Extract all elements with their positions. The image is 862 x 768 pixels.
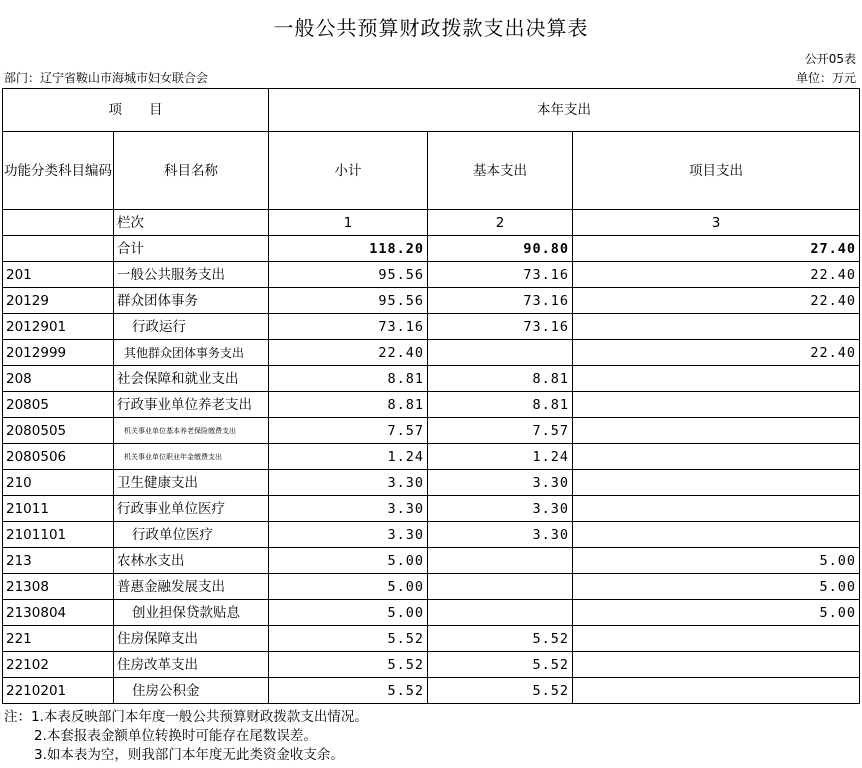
row-project xyxy=(573,678,860,704)
note-3: 3.如本表为空，则我部门本年度无此类资金收支余。 xyxy=(34,747,344,763)
table-row xyxy=(3,392,860,418)
row-name: 卫生健康支出 xyxy=(114,470,269,496)
row-subtotal: 8.81 xyxy=(269,392,428,418)
row-project xyxy=(573,366,860,392)
row-project: 5.00 xyxy=(573,574,860,600)
table-row xyxy=(3,418,860,444)
table-row xyxy=(3,600,860,626)
row-project: 5.00 xyxy=(573,548,860,574)
table-row xyxy=(3,574,860,600)
row-project xyxy=(573,652,860,678)
table-row xyxy=(3,444,860,470)
row-subtotal: 3.30 xyxy=(269,522,428,548)
row-basic: 5.52 xyxy=(428,652,573,678)
row-name: 行政运行 xyxy=(114,314,269,340)
row-subtotal: 73.16 xyxy=(269,314,428,340)
row-name: 农林水支出 xyxy=(114,548,269,574)
func-code-header: 功能分类科目编码 xyxy=(3,132,114,210)
year-expense-header: 本年支出 xyxy=(269,89,860,132)
row-project: 22.40 xyxy=(573,340,860,366)
row-subtotal: 95.56 xyxy=(269,288,428,314)
row-name: 普惠金融发展支出 xyxy=(114,574,269,600)
column-index-row xyxy=(3,210,860,236)
row-code: 213 xyxy=(3,548,114,574)
column-index-2: 2 xyxy=(428,210,573,236)
row-basic: 73.16 xyxy=(428,262,573,288)
row-name: 创业担保贷款贴息 xyxy=(114,600,269,626)
row-name: 一般公共服务支出 xyxy=(114,262,269,288)
table-row xyxy=(3,366,860,392)
row-project xyxy=(573,444,860,470)
row-code: 21308 xyxy=(3,574,114,600)
header-row-2 xyxy=(3,132,860,210)
column-index-label: 栏次 xyxy=(114,210,269,236)
row-basic xyxy=(428,340,573,366)
table-row xyxy=(3,496,860,522)
row-project xyxy=(573,470,860,496)
notes xyxy=(4,708,368,765)
row-name: 其他群众团体事务支出 xyxy=(114,340,269,366)
row-code: 2130804 xyxy=(3,600,114,626)
note-1: 注：1.本表反映部门本年度一般公共预算财政拨款支出情况。 xyxy=(4,709,368,725)
row-subtotal: 7.57 xyxy=(269,418,428,444)
row-project: 22.40 xyxy=(573,288,860,314)
row-project: 5.00 xyxy=(573,600,860,626)
row-project xyxy=(573,314,860,340)
row-subtotal: 5.52 xyxy=(269,678,428,704)
row-basic xyxy=(428,548,573,574)
total-row xyxy=(3,236,860,262)
row-code: 2080506 xyxy=(3,444,114,470)
column-index-1: 1 xyxy=(269,210,428,236)
row-subtotal: 5.52 xyxy=(269,626,428,652)
row-basic: 1.24 xyxy=(428,444,573,470)
row-name: 行政单位医疗 xyxy=(114,522,269,548)
row-basic: 3.30 xyxy=(428,470,573,496)
row-code: 20805 xyxy=(3,392,114,418)
row-subtotal: 5.52 xyxy=(269,652,428,678)
row-project xyxy=(573,496,860,522)
table-row xyxy=(3,314,860,340)
row-basic: 73.16 xyxy=(428,314,573,340)
empty-cell xyxy=(3,236,114,262)
row-subtotal: 95.56 xyxy=(269,262,428,288)
row-name: 机关事业单位职业年金缴费支出 xyxy=(114,444,269,470)
column-index-3: 3 xyxy=(573,210,860,236)
table-row xyxy=(3,678,860,704)
row-basic: 73.16 xyxy=(428,288,573,314)
form-number: 公开05表 xyxy=(804,52,856,66)
row-code: 201 xyxy=(3,262,114,288)
row-basic: 8.81 xyxy=(428,366,573,392)
row-subtotal: 1.24 xyxy=(269,444,428,470)
row-name: 住房改革支出 xyxy=(114,652,269,678)
row-subtotal: 3.30 xyxy=(269,496,428,522)
total-basic: 90.80 xyxy=(428,236,573,262)
row-name: 住房保障支出 xyxy=(114,626,269,652)
header-row-1 xyxy=(3,89,860,132)
row-code: 2012901 xyxy=(3,314,114,340)
row-name: 群众团体事务 xyxy=(114,288,269,314)
expenditure-table xyxy=(2,88,860,704)
table-row xyxy=(3,652,860,678)
row-basic: 3.30 xyxy=(428,522,573,548)
row-code: 2012999 xyxy=(3,340,114,366)
row-code: 21011 xyxy=(3,496,114,522)
row-code: 22102 xyxy=(3,652,114,678)
row-code: 20129 xyxy=(3,288,114,314)
row-subtotal: 5.00 xyxy=(269,574,428,600)
row-project: 22.40 xyxy=(573,262,860,288)
row-code: 221 xyxy=(3,626,114,652)
total-label: 合计 xyxy=(114,236,269,262)
unit-label: 单位：万元 xyxy=(795,71,856,85)
item-header: 项 目 xyxy=(3,89,269,132)
empty-cell xyxy=(3,210,114,236)
project-header: 项目支出 xyxy=(573,132,860,210)
row-project xyxy=(573,522,860,548)
row-basic xyxy=(428,574,573,600)
basic-header: 基本支出 xyxy=(428,132,573,210)
table-row xyxy=(3,262,860,288)
row-name: 行政事业单位医疗 xyxy=(114,496,269,522)
row-code: 2210201 xyxy=(3,678,114,704)
report-title: 一般公共预算财政拨款支出决算表 xyxy=(273,16,589,40)
row-project xyxy=(573,626,860,652)
row-subtotal: 8.81 xyxy=(269,366,428,392)
department-label: 部门：辽宁省鞍山市海城市妇女联合会 xyxy=(4,71,209,85)
row-code: 210 xyxy=(3,470,114,496)
total-subtotal: 118.20 xyxy=(269,236,428,262)
row-name: 行政事业单位养老支出 xyxy=(114,392,269,418)
row-name: 住房公积金 xyxy=(114,678,269,704)
table-row xyxy=(3,522,860,548)
row-name: 机关事业单位基本养老保险缴费支出 xyxy=(114,418,269,444)
table-row xyxy=(3,548,860,574)
row-subtotal: 22.40 xyxy=(269,340,428,366)
subtotal-header: 小计 xyxy=(269,132,428,210)
row-code: 2101101 xyxy=(3,522,114,548)
row-name: 社会保障和就业支出 xyxy=(114,366,269,392)
row-basic: 5.52 xyxy=(428,678,573,704)
row-code: 2080505 xyxy=(3,418,114,444)
row-code: 208 xyxy=(3,366,114,392)
row-subtotal: 3.30 xyxy=(269,470,428,496)
row-basic: 8.81 xyxy=(428,392,573,418)
row-project xyxy=(573,392,860,418)
row-project xyxy=(573,418,860,444)
row-basic: 5.52 xyxy=(428,626,573,652)
table-row xyxy=(3,626,860,652)
row-basic: 7.57 xyxy=(428,418,573,444)
row-basic xyxy=(428,600,573,626)
row-basic: 3.30 xyxy=(428,496,573,522)
table-row xyxy=(3,288,860,314)
note-2: 2.本套报表金额单位转换时可能存在尾数误差。 xyxy=(34,728,317,744)
total-project: 27.40 xyxy=(573,236,860,262)
table-row xyxy=(3,470,860,496)
row-subtotal: 5.00 xyxy=(269,548,428,574)
subject-name-header: 科目名称 xyxy=(114,132,269,210)
row-subtotal: 5.00 xyxy=(269,600,428,626)
table-row xyxy=(3,340,860,366)
